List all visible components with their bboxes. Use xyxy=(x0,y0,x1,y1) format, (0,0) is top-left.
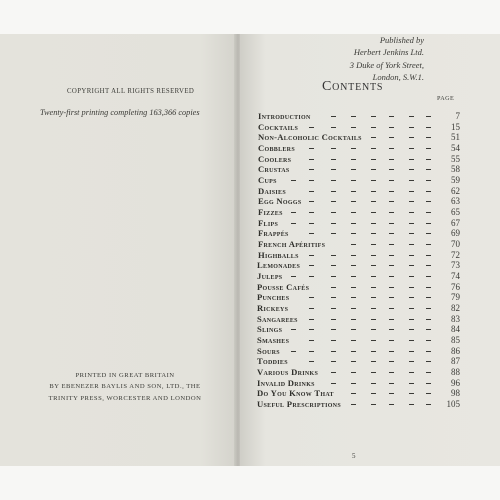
toc-entry xyxy=(0,282,500,292)
leader-dash xyxy=(371,329,376,330)
leader-dash xyxy=(309,201,314,202)
toc-entry xyxy=(0,207,500,217)
leader-dash xyxy=(331,265,336,266)
toc-entry-title: Do You Know That xyxy=(257,388,334,398)
leader-dash xyxy=(409,329,414,330)
leader-dash xyxy=(389,297,394,298)
toc-entry-title: Sangarees xyxy=(257,314,298,324)
leader-dash xyxy=(331,297,336,298)
publisher-line: Herbert Jenkins Ltd. xyxy=(353,47,424,58)
leader-dash xyxy=(426,287,431,288)
leader-dash xyxy=(331,223,336,224)
toc-entry xyxy=(0,346,500,356)
leader-dash xyxy=(351,191,356,192)
leader-dash xyxy=(389,308,394,309)
leader-dash xyxy=(409,223,414,224)
toc-entry-title: Daisies xyxy=(258,186,286,196)
leader-dash xyxy=(409,191,414,192)
toc-entry-title: Various Drinks xyxy=(257,367,319,377)
toc-entry-page: 98 xyxy=(451,388,460,398)
toc-entry xyxy=(0,388,500,398)
printer-line: PRINTED IN GREAT BRITAIN xyxy=(75,372,175,379)
leader-dash xyxy=(309,148,314,149)
leader-dash xyxy=(389,169,394,170)
leader-dash xyxy=(371,265,376,266)
toc-entry-title: Pousse Cafés xyxy=(257,282,310,292)
contents-heading: Contents xyxy=(322,79,384,94)
toc-entry-page: 86 xyxy=(451,346,460,356)
leader-dash xyxy=(331,372,336,373)
leader-dash xyxy=(331,308,336,309)
leader-dash xyxy=(409,351,414,352)
leader-dash xyxy=(309,361,314,362)
leader-dash xyxy=(351,372,356,373)
leader-dash xyxy=(426,372,431,373)
leader-dash xyxy=(351,116,356,117)
leader-dash xyxy=(426,201,431,202)
toc-entry-page: 62 xyxy=(451,186,460,196)
toc-entry xyxy=(0,164,500,174)
leader-dash xyxy=(389,329,394,330)
toc-entry xyxy=(0,292,500,302)
leader-dash xyxy=(371,169,376,170)
leader-dash xyxy=(426,233,431,234)
leader-dash xyxy=(389,244,394,245)
leader-dash xyxy=(409,244,414,245)
leader-dash xyxy=(331,127,336,128)
page-column-header: PAGE xyxy=(437,95,455,102)
leader-dash xyxy=(291,180,296,181)
leader-dash xyxy=(371,212,376,213)
leader-dash xyxy=(389,255,394,256)
leader-dash xyxy=(309,308,314,309)
leader-dash xyxy=(331,340,336,341)
leader-dash xyxy=(331,319,336,320)
leader-dash xyxy=(351,276,356,277)
toc-entry-page: 85 xyxy=(451,335,460,345)
toc-entry xyxy=(0,303,500,313)
leader-dash xyxy=(426,361,431,362)
toc-entry-page: 74 xyxy=(451,271,460,281)
leader-dash xyxy=(371,393,376,394)
toc-entry xyxy=(0,143,500,153)
toc-entry xyxy=(0,324,500,334)
leader-dash xyxy=(409,180,414,181)
leader-dash xyxy=(409,404,414,405)
leader-dash xyxy=(351,127,356,128)
leader-dash xyxy=(409,265,414,266)
toc-entry-page: 65 xyxy=(451,207,460,217)
leader-dash xyxy=(409,319,414,320)
leader-dash xyxy=(389,137,394,138)
leader-dash xyxy=(331,201,336,202)
leader-dash xyxy=(351,351,356,352)
leader-dash xyxy=(426,180,431,181)
toc-entry-title: Introduction xyxy=(258,111,311,121)
leader-dash xyxy=(426,212,431,213)
leader-dash xyxy=(309,159,314,160)
leader-dash xyxy=(371,361,376,362)
leader-dash xyxy=(426,404,431,405)
leader-dash xyxy=(331,351,336,352)
toc-entry-page: 72 xyxy=(451,250,460,260)
toc-entry xyxy=(0,399,500,409)
toc-entry-page: 70 xyxy=(451,239,460,249)
leader-dash xyxy=(309,212,314,213)
leader-dash xyxy=(371,127,376,128)
toc-entry-page: 88 xyxy=(451,367,460,377)
leader-dash xyxy=(389,212,394,213)
leader-dash xyxy=(409,297,414,298)
toc-entry-title: Smashes xyxy=(257,335,290,345)
leader-dash xyxy=(331,361,336,362)
toc-entry-title: Fizzes xyxy=(258,207,283,217)
leader-dash xyxy=(426,383,431,384)
leader-dash xyxy=(351,148,356,149)
leader-dash xyxy=(309,180,314,181)
toc-entry-title: Egg Noggs xyxy=(258,196,302,206)
leader-dash xyxy=(409,340,414,341)
leader-dash xyxy=(291,276,296,277)
leader-dash xyxy=(426,351,431,352)
toc-entry-page: 54 xyxy=(451,143,460,153)
leader-dash xyxy=(309,297,314,298)
toc-entry-page: 15 xyxy=(451,122,460,132)
toc-entry-title: Cocktails xyxy=(258,122,299,132)
leader-dash xyxy=(389,404,394,405)
leader-dash xyxy=(351,265,356,266)
leader-dash xyxy=(351,319,356,320)
leader-dash xyxy=(409,276,414,277)
leader-dash xyxy=(409,148,414,149)
toc-entry-page: 105 xyxy=(446,399,460,409)
leader-dash xyxy=(371,233,376,234)
toc-entry xyxy=(0,356,500,366)
leader-dash xyxy=(309,255,314,256)
leader-dash xyxy=(351,383,356,384)
publisher-line: London, S.W.1. xyxy=(372,72,424,83)
leader-dash xyxy=(309,319,314,320)
toc-entry-title: Highballs xyxy=(258,250,299,260)
leader-dash xyxy=(426,297,431,298)
leader-dash xyxy=(371,201,376,202)
leader-dash xyxy=(389,148,394,149)
leader-dash xyxy=(331,212,336,213)
leader-dash xyxy=(389,159,394,160)
leader-dash xyxy=(331,255,336,256)
leader-dash xyxy=(291,212,296,213)
leader-dash xyxy=(371,116,376,117)
toc-entry-title: Crustas xyxy=(258,164,290,174)
toc-entry-page: 51 xyxy=(451,132,460,142)
leader-dash xyxy=(409,137,414,138)
leader-dash xyxy=(409,255,414,256)
toc-entry xyxy=(0,218,500,228)
leader-dash xyxy=(409,361,414,362)
toc-entry-title: Flips xyxy=(258,218,279,228)
leader-dash xyxy=(351,393,356,394)
leader-dash xyxy=(389,191,394,192)
toc-entry-title: Coolers xyxy=(258,154,292,164)
toc-entry xyxy=(0,122,500,132)
copyright-notice: COPYRIGHT ALL RIGHTS RESERVED xyxy=(67,88,195,95)
toc-entry-page: 82 xyxy=(451,303,460,313)
leader-dash xyxy=(426,169,431,170)
toc-entry-page: 73 xyxy=(451,260,460,270)
leader-dash xyxy=(389,223,394,224)
leader-dash xyxy=(389,351,394,352)
leader-dash xyxy=(371,340,376,341)
leader-dash xyxy=(291,351,296,352)
leader-dash xyxy=(409,201,414,202)
leader-dash xyxy=(389,383,394,384)
toc-entry-page: 96 xyxy=(451,378,460,388)
leader-dash xyxy=(426,148,431,149)
toc-entry-title: Cups xyxy=(258,175,277,185)
toc-entry-page: 55 xyxy=(451,154,460,164)
leader-dash xyxy=(371,297,376,298)
leader-dash xyxy=(309,340,314,341)
toc-entry-title: French Apéritifs xyxy=(258,239,326,249)
leader-dash xyxy=(309,351,314,352)
toc-entry-page: 7 xyxy=(455,111,460,121)
toc-entry xyxy=(0,132,500,142)
printer-line: TRINITY PRESS, WORCESTER AND LONDON xyxy=(48,394,202,402)
toc-entry xyxy=(0,314,500,324)
leader-dash xyxy=(371,287,376,288)
leader-dash xyxy=(371,308,376,309)
leader-dash xyxy=(309,191,314,192)
leader-dash xyxy=(426,116,431,117)
leader-dash xyxy=(351,159,356,160)
leader-dash xyxy=(351,308,356,309)
leader-dash xyxy=(371,383,376,384)
leader-dash xyxy=(426,393,431,394)
leader-dash xyxy=(351,212,356,213)
leader-dash xyxy=(389,372,394,373)
leader-dash xyxy=(309,169,314,170)
leader-dash xyxy=(351,244,356,245)
leader-dash xyxy=(309,127,314,128)
leader-dash xyxy=(389,276,394,277)
leader-dash xyxy=(426,329,431,330)
leader-dash xyxy=(426,159,431,160)
toc-entry-page: 59 xyxy=(451,175,460,185)
leader-dash xyxy=(426,223,431,224)
toc-entry xyxy=(0,175,500,185)
toc-entry xyxy=(0,228,500,238)
toc-entry-page: 63 xyxy=(451,196,460,206)
leader-dash xyxy=(309,276,314,277)
toc-entry-title: Juleps xyxy=(257,271,283,281)
toc-entry xyxy=(0,239,500,249)
leader-dash xyxy=(371,191,376,192)
leader-dash xyxy=(331,287,336,288)
leader-dash xyxy=(331,148,336,149)
leader-dash xyxy=(309,233,314,234)
leader-dash xyxy=(389,319,394,320)
leader-dash xyxy=(389,116,394,117)
leader-dash xyxy=(426,255,431,256)
toc-entry-title: Lemonades xyxy=(257,260,301,270)
leader-dash xyxy=(351,255,356,256)
printer-line: BY EBENEZER BAYLIS AND SON, LTD., THE xyxy=(49,383,201,391)
toc-entry xyxy=(0,111,500,121)
leader-dash xyxy=(351,297,356,298)
leader-dash xyxy=(351,169,356,170)
page-number: 5 xyxy=(352,452,356,460)
leader-dash xyxy=(351,180,356,181)
toc-entry-title: Non-Alcoholic Cocktails xyxy=(258,132,362,142)
publisher-line: 3 Duke of York Street, xyxy=(349,59,424,70)
toc-entry-title: Invalid Drinks xyxy=(257,378,315,388)
leader-dash xyxy=(409,116,414,117)
leader-dash xyxy=(351,223,356,224)
toc-entry-title: Rickeys xyxy=(257,303,289,313)
leader-dash xyxy=(331,329,336,330)
leader-dash xyxy=(351,361,356,362)
leader-dash xyxy=(291,329,296,330)
leader-dash xyxy=(389,287,394,288)
leader-dash xyxy=(409,127,414,128)
toc-entry-title: Sours xyxy=(257,346,280,356)
leader-dash xyxy=(409,287,414,288)
leader-dash xyxy=(309,265,314,266)
toc-entry xyxy=(0,250,500,260)
leader-dash xyxy=(409,159,414,160)
leader-dash xyxy=(331,169,336,170)
leader-dash xyxy=(389,233,394,234)
leader-dash xyxy=(426,308,431,309)
leader-dash xyxy=(409,308,414,309)
toc-entry-title: Toddies xyxy=(257,356,288,366)
leader-dash xyxy=(426,319,431,320)
leader-dash xyxy=(409,393,414,394)
leader-dash xyxy=(426,265,431,266)
leader-dash xyxy=(389,180,394,181)
leader-dash xyxy=(409,372,414,373)
toc-entry-page: 67 xyxy=(451,218,460,228)
leader-dash xyxy=(426,244,431,245)
leader-dash xyxy=(371,244,376,245)
toc-entry xyxy=(0,154,500,164)
toc-entry-title: Slings xyxy=(257,324,283,334)
toc-entry-page: 76 xyxy=(451,282,460,292)
toc-entry xyxy=(0,335,500,345)
leader-dash xyxy=(389,265,394,266)
toc-entry-page: 83 xyxy=(451,314,460,324)
leader-dash xyxy=(331,233,336,234)
printing-note: Twenty-first printing completing 163,366 copies xyxy=(40,108,200,117)
leader-dash xyxy=(371,180,376,181)
leader-dash xyxy=(291,223,296,224)
publisher-line: Published by xyxy=(379,35,424,45)
leader-dash xyxy=(426,191,431,192)
toc-entry-page: 58 xyxy=(451,164,460,174)
leader-dash xyxy=(389,127,394,128)
leader-dash xyxy=(331,180,336,181)
leader-dash xyxy=(309,223,314,224)
toc-entry-page: 84 xyxy=(451,324,460,334)
toc-entry xyxy=(0,260,500,270)
leader-dash xyxy=(409,233,414,234)
leader-dash xyxy=(389,201,394,202)
leader-dash xyxy=(389,361,394,362)
toc-entry xyxy=(0,196,500,206)
leader-dash xyxy=(371,319,376,320)
leader-dash xyxy=(371,404,376,405)
leader-dash xyxy=(371,223,376,224)
leader-dash xyxy=(351,340,356,341)
leader-dash xyxy=(309,329,314,330)
leader-dash xyxy=(331,191,336,192)
leader-dash xyxy=(426,137,431,138)
leader-dash xyxy=(371,159,376,160)
leader-dash xyxy=(426,127,431,128)
toc-entry xyxy=(0,271,500,281)
toc-entry-title: Useful Prescriptions xyxy=(257,399,341,409)
leader-dash xyxy=(351,329,356,330)
toc-entry-page: 79 xyxy=(451,292,460,302)
toc-entry-page: 87 xyxy=(451,356,460,366)
leader-dash xyxy=(331,159,336,160)
toc-entry-title: Punches xyxy=(257,292,290,302)
toc-entry-title: Cobblers xyxy=(258,143,295,153)
toc-entry xyxy=(0,378,500,388)
leader-dash xyxy=(351,201,356,202)
leader-dash xyxy=(426,276,431,277)
toc-entry xyxy=(0,186,500,196)
leader-dash xyxy=(409,383,414,384)
leader-dash xyxy=(409,169,414,170)
leader-dash xyxy=(371,351,376,352)
leader-dash xyxy=(371,148,376,149)
leader-dash xyxy=(426,340,431,341)
toc-entry-page: 69 xyxy=(451,228,460,238)
leader-dash xyxy=(331,116,336,117)
leader-dash xyxy=(389,393,394,394)
toc-entry xyxy=(0,367,500,377)
leader-dash xyxy=(351,233,356,234)
leader-dash xyxy=(371,255,376,256)
leader-dash xyxy=(351,287,356,288)
leader-dash xyxy=(389,340,394,341)
leader-dash xyxy=(371,137,376,138)
leader-dash xyxy=(371,372,376,373)
leader-dash xyxy=(331,383,336,384)
toc-entry-title: Frappés xyxy=(258,228,289,238)
leader-dash xyxy=(409,212,414,213)
leader-dash xyxy=(331,276,336,277)
leader-dash xyxy=(371,276,376,277)
leader-dash xyxy=(351,404,356,405)
